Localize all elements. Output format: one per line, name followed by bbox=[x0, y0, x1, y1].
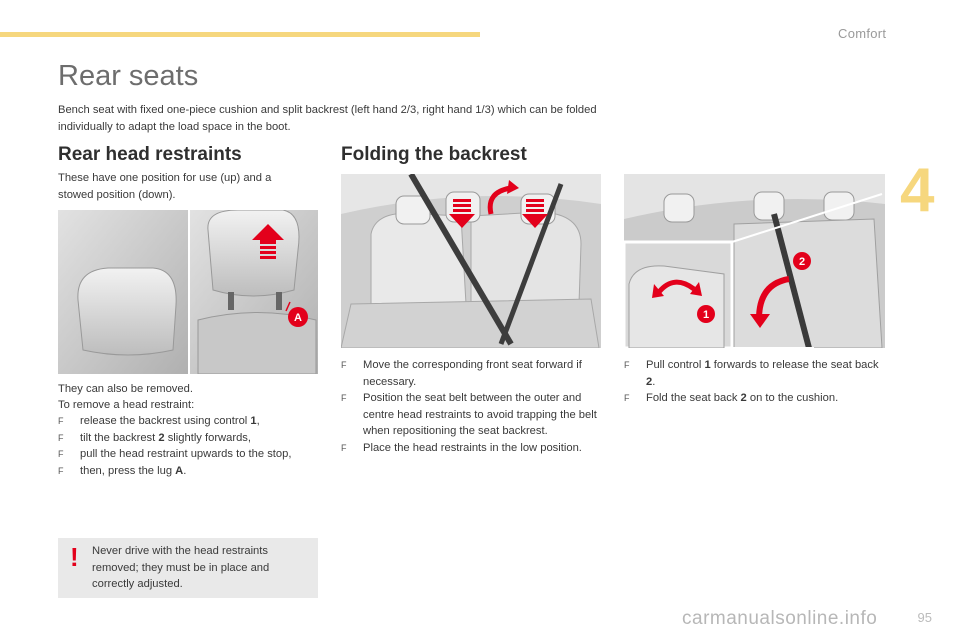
warning-text: Never drive with the head restraints removed; they must be in place and correctly adjusted. bbox=[92, 545, 270, 590]
bullet-icon: F bbox=[624, 360, 630, 370]
list-item: F tilt the backrest 2 slightly forwards, bbox=[58, 430, 320, 447]
list-item: F then, press the lug A. bbox=[58, 463, 320, 480]
callout-a: A bbox=[294, 312, 302, 324]
list-item: F pull the head restraint upwards to the stop, bbox=[58, 446, 320, 463]
warning-box bbox=[58, 538, 318, 598]
warning-icon: ! bbox=[70, 542, 79, 572]
list-item: F Fold the seat back 2 on to the cushion. bbox=[624, 390, 886, 407]
removal-intro-2: To remove a head restraint: bbox=[58, 399, 195, 411]
callout-1: 1 bbox=[702, 309, 710, 321]
head-restraint-photo bbox=[58, 210, 318, 374]
bullet-icon: F bbox=[58, 465, 64, 476]
callout-2: 2 bbox=[798, 256, 806, 268]
bullet-icon: F bbox=[58, 432, 64, 443]
backrest-steps-right bbox=[624, 357, 886, 407]
removal-intro-1: They can also be removed. bbox=[58, 383, 193, 395]
seat-release-photo bbox=[624, 174, 885, 348]
folding-backrest-heading: Folding the backrest bbox=[341, 144, 527, 165]
page-title: Rear seats bbox=[58, 60, 199, 92]
rear-bench-photo bbox=[341, 174, 601, 348]
intro-text: Bench seat with fixed one-piece cushion and split backrest (left hand 2/3, right hand 1/3) which can be folded individually to adapt the load space in the boot. bbox=[58, 104, 597, 133]
bullet-icon: F bbox=[341, 393, 347, 403]
bullet-icon: F bbox=[341, 442, 347, 453]
section-title: Comfort bbox=[838, 26, 887, 41]
list-item: F release the backrest using control 1, bbox=[58, 413, 320, 430]
list-item: F Pull control 1 forwards to release the seat back 2. bbox=[624, 359, 879, 388]
list-item: F Place the head restraints in the low position. bbox=[341, 440, 603, 457]
bullet-icon: F bbox=[341, 360, 347, 370]
watermark: carmanualsonline.info bbox=[682, 608, 878, 629]
page-number: 95 bbox=[917, 610, 932, 625]
list-item: F Move the corresponding front seat forward if necessary. bbox=[341, 359, 582, 388]
chapter-number: 4 bbox=[900, 156, 935, 225]
bullet-icon: F bbox=[624, 393, 630, 403]
head-restraints-heading: Rear head restraints bbox=[58, 144, 242, 165]
list-item: F Position the seat belt between the outer and centre head restraints to avoid trapping the belt when repositioning the seat backrest. bbox=[341, 392, 597, 437]
bullet-icon: F bbox=[58, 416, 64, 426]
head-restraints-lead: These have one position for use (up) and a stowed position (down). bbox=[58, 172, 272, 201]
backrest-steps-left bbox=[341, 357, 603, 456]
header-accent-bar bbox=[0, 32, 480, 37]
removal-steps bbox=[58, 413, 320, 479]
bullet-icon: F bbox=[58, 449, 64, 459]
